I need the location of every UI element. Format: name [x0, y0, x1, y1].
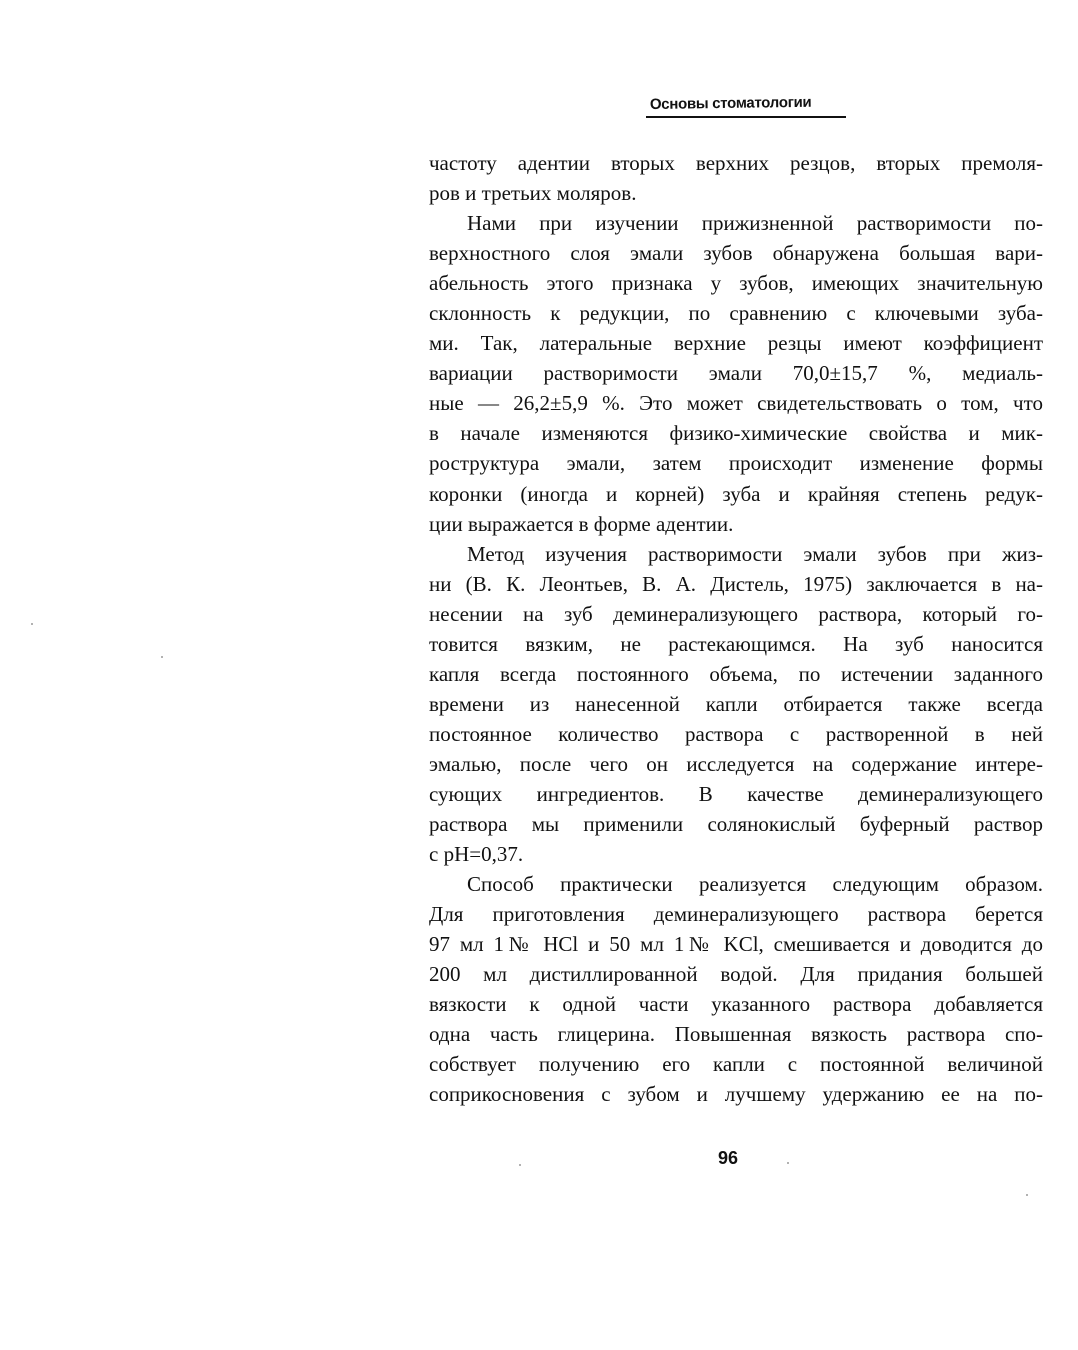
text-line: ни (В. К. Леонтьев, В. А. Дистель, 1975) заключается в на- — [429, 571, 1043, 596]
text-line: роструктура эмали, затем происходит изменение формы — [429, 451, 1043, 476]
running-title: Основы стоматологии — [649, 93, 812, 113]
scan-speck — [1026, 1194, 1028, 1196]
page-number: 96 — [718, 1148, 739, 1168]
text-line: соприкосновения с зубом и лучшему удержанию ее на по- — [429, 1082, 1043, 1107]
text-line: 97 мл 1№ HCl и 50 мл 1№ KCl, смешивается и доводится до — [429, 932, 1043, 957]
text-line: раствора мы применили солянокислый буферный раствор — [429, 812, 1043, 837]
body-text — [429, 148, 1043, 1110]
text-line: коронки (иногда и корней) зуба и крайняя степень редук- — [429, 481, 1043, 506]
text-line: собствует получению его капли с постоянной величиной — [429, 1052, 1043, 1077]
header-rule — [646, 116, 846, 118]
text-line: несении на зуб деминерализующего раствора, который го- — [429, 601, 1043, 626]
text-line: в начале изменяются физико-химические свойства и мик- — [429, 421, 1043, 446]
text-line: ров и третьих моляров. — [429, 181, 637, 206]
text-line: одна часть глицерина. Повышенная вязкость раствора спо- — [429, 1022, 1043, 1047]
text-line: ми. Так, латеральные верхние резцы имеют коэффициент — [429, 331, 1043, 356]
text-line: с pH=0,37. — [429, 842, 524, 867]
text-line: сующих ингредиентов. В качестве деминерализующего — [429, 781, 1043, 806]
text-line: ции выражается в форме адентии. — [429, 511, 734, 536]
text-line: ные — 26,2±5,9 %. Это может свидетельствовать о том, что — [429, 391, 1043, 416]
text-line: капля всегда постоянного объема, по истечении заданного — [429, 661, 1043, 686]
text-line: вязкости к одной части указанного раствора добавляется — [429, 992, 1043, 1017]
scan-speck — [31, 623, 33, 625]
text-line: 200 мл дистиллированной водой. Для придания большей — [429, 962, 1043, 987]
text-line: абельность этого признака у зубов, имеющих значительную — [429, 271, 1043, 296]
running-header — [646, 93, 846, 120]
text-line: Нами при изучении прижизненной растворимости по- — [467, 211, 1043, 236]
text-line: вариации растворимости эмали 70,0±15,7 %, медиаль- — [429, 361, 1043, 386]
text-line: склонность к редукции, по сравнению с ключевыми зуба- — [429, 301, 1043, 326]
text-line: Метод изучения растворимости эмали зубов при жиз- — [467, 541, 1043, 566]
scan-speck — [787, 1162, 789, 1164]
text-line: частоту адентии вторых верхних резцов, вторых премоля- — [429, 151, 1043, 175]
text-line: эмалью, после чего он исследуется на содержание интере- — [429, 751, 1043, 776]
scan-speck — [161, 656, 163, 658]
scan-speck — [519, 1164, 521, 1166]
text-line: Способ практически реализуется следующим образом. — [467, 872, 1043, 897]
text-line: Для приготовления деминерализующего раствора берется — [429, 902, 1043, 927]
text-line: товится вязким, не растекающимся. На зуб наносится — [429, 631, 1043, 656]
text-line: постоянное количество раствора с растворенной в ней — [429, 721, 1043, 746]
text-line: времени из нанесенной капли отбирается также всегда — [429, 691, 1043, 716]
text-line: верхностного слоя эмали зубов обнаружена большая вари- — [429, 241, 1043, 266]
